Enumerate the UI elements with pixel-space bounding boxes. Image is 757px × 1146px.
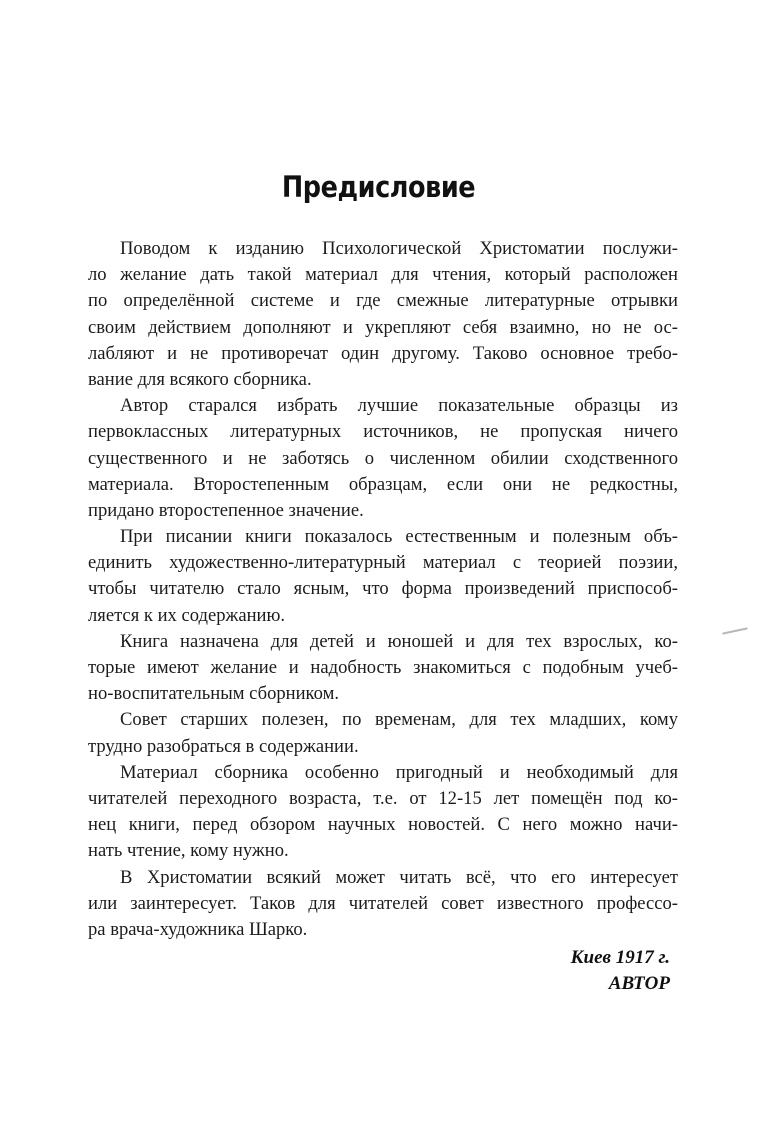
place-date: Киев 1917 г. [570, 947, 670, 968]
text-line: ло желание дать такой материал для чтения, который расположен [88, 264, 678, 286]
preface-body [88, 236, 678, 943]
text-line: Материал сборника особенно пригодный и необходимый для [120, 761, 678, 783]
text-line: При писании книги показалось естественным и полезным объ- [120, 526, 678, 548]
text-line: торые имеют желание и надобность знакомиться с подобным учеб- [88, 657, 678, 678]
author-signature: АВТОР [608, 973, 670, 994]
text-line: В Христоматии всякий может читать всё, что его интересует [120, 866, 678, 888]
text-line: Поводом к изданию Психологической Христоматии послужи- [120, 238, 678, 259]
paragraph-4 [88, 629, 678, 708]
text-line: ра врача-художника Шарко. [88, 918, 308, 940]
text-line: придано второстепенное значение. [88, 499, 364, 521]
scan-artifact-mark [722, 627, 748, 634]
paragraph-5 [88, 707, 678, 759]
paragraph-3 [88, 524, 678, 629]
text-line: ляется к их содержанию. [88, 604, 286, 626]
text-line: нать чтение, кому нужно. [88, 840, 289, 862]
text-line: существенного и не заботясь о численном обилии сходственного [88, 447, 678, 469]
text-line: Автор старался избрать лучшие показательные образцы из [120, 395, 678, 417]
text-line: трудно разобраться в содержании. [88, 735, 359, 757]
signature-block [571, 945, 670, 997]
paragraph-7 [88, 865, 678, 944]
page-title: Предисловие [281, 170, 476, 204]
paragraph-6 [88, 760, 678, 865]
text-line: Совет старших полезен, по временам, для тех младших, кому [120, 709, 678, 731]
text-line: своим действием дополняют и укрепляют себя взаимно, но не ос- [88, 316, 678, 338]
text-line: Книга назначена для детей и юношей и для тех взрослых, ко- [120, 630, 678, 652]
text-line: читателей переходного возраста, т.е. от 12-15 лет помещён под ко- [88, 787, 678, 809]
text-line: первоклассных литературных источников, не пропуская ничего [88, 421, 678, 443]
text-line: нец книги, перед обзором научных новостей. С него можно начи- [88, 814, 678, 836]
paragraph-2 [88, 393, 678, 524]
text-line: единить художественно-литературный материал с теорией поэзии, [88, 552, 678, 574]
text-line: но-воспитательным сборником. [88, 683, 340, 705]
text-line: или заинтересует. Таков для читателей совет известного профессо- [88, 892, 678, 914]
paragraph-1 [88, 236, 678, 393]
text-line: по определённой системе и где смежные литературные отрывки [88, 290, 678, 312]
text-line: лабляют и не противоречат один другому. Таково основное требо- [88, 342, 678, 364]
text-line: чтобы читателю стало ясным, что форма произведений приспособ- [88, 578, 678, 600]
text-line: вание для всякого сборника. [88, 368, 312, 390]
text-line: материала. Второстепенным образцам, если они не редкостны, [88, 473, 678, 495]
